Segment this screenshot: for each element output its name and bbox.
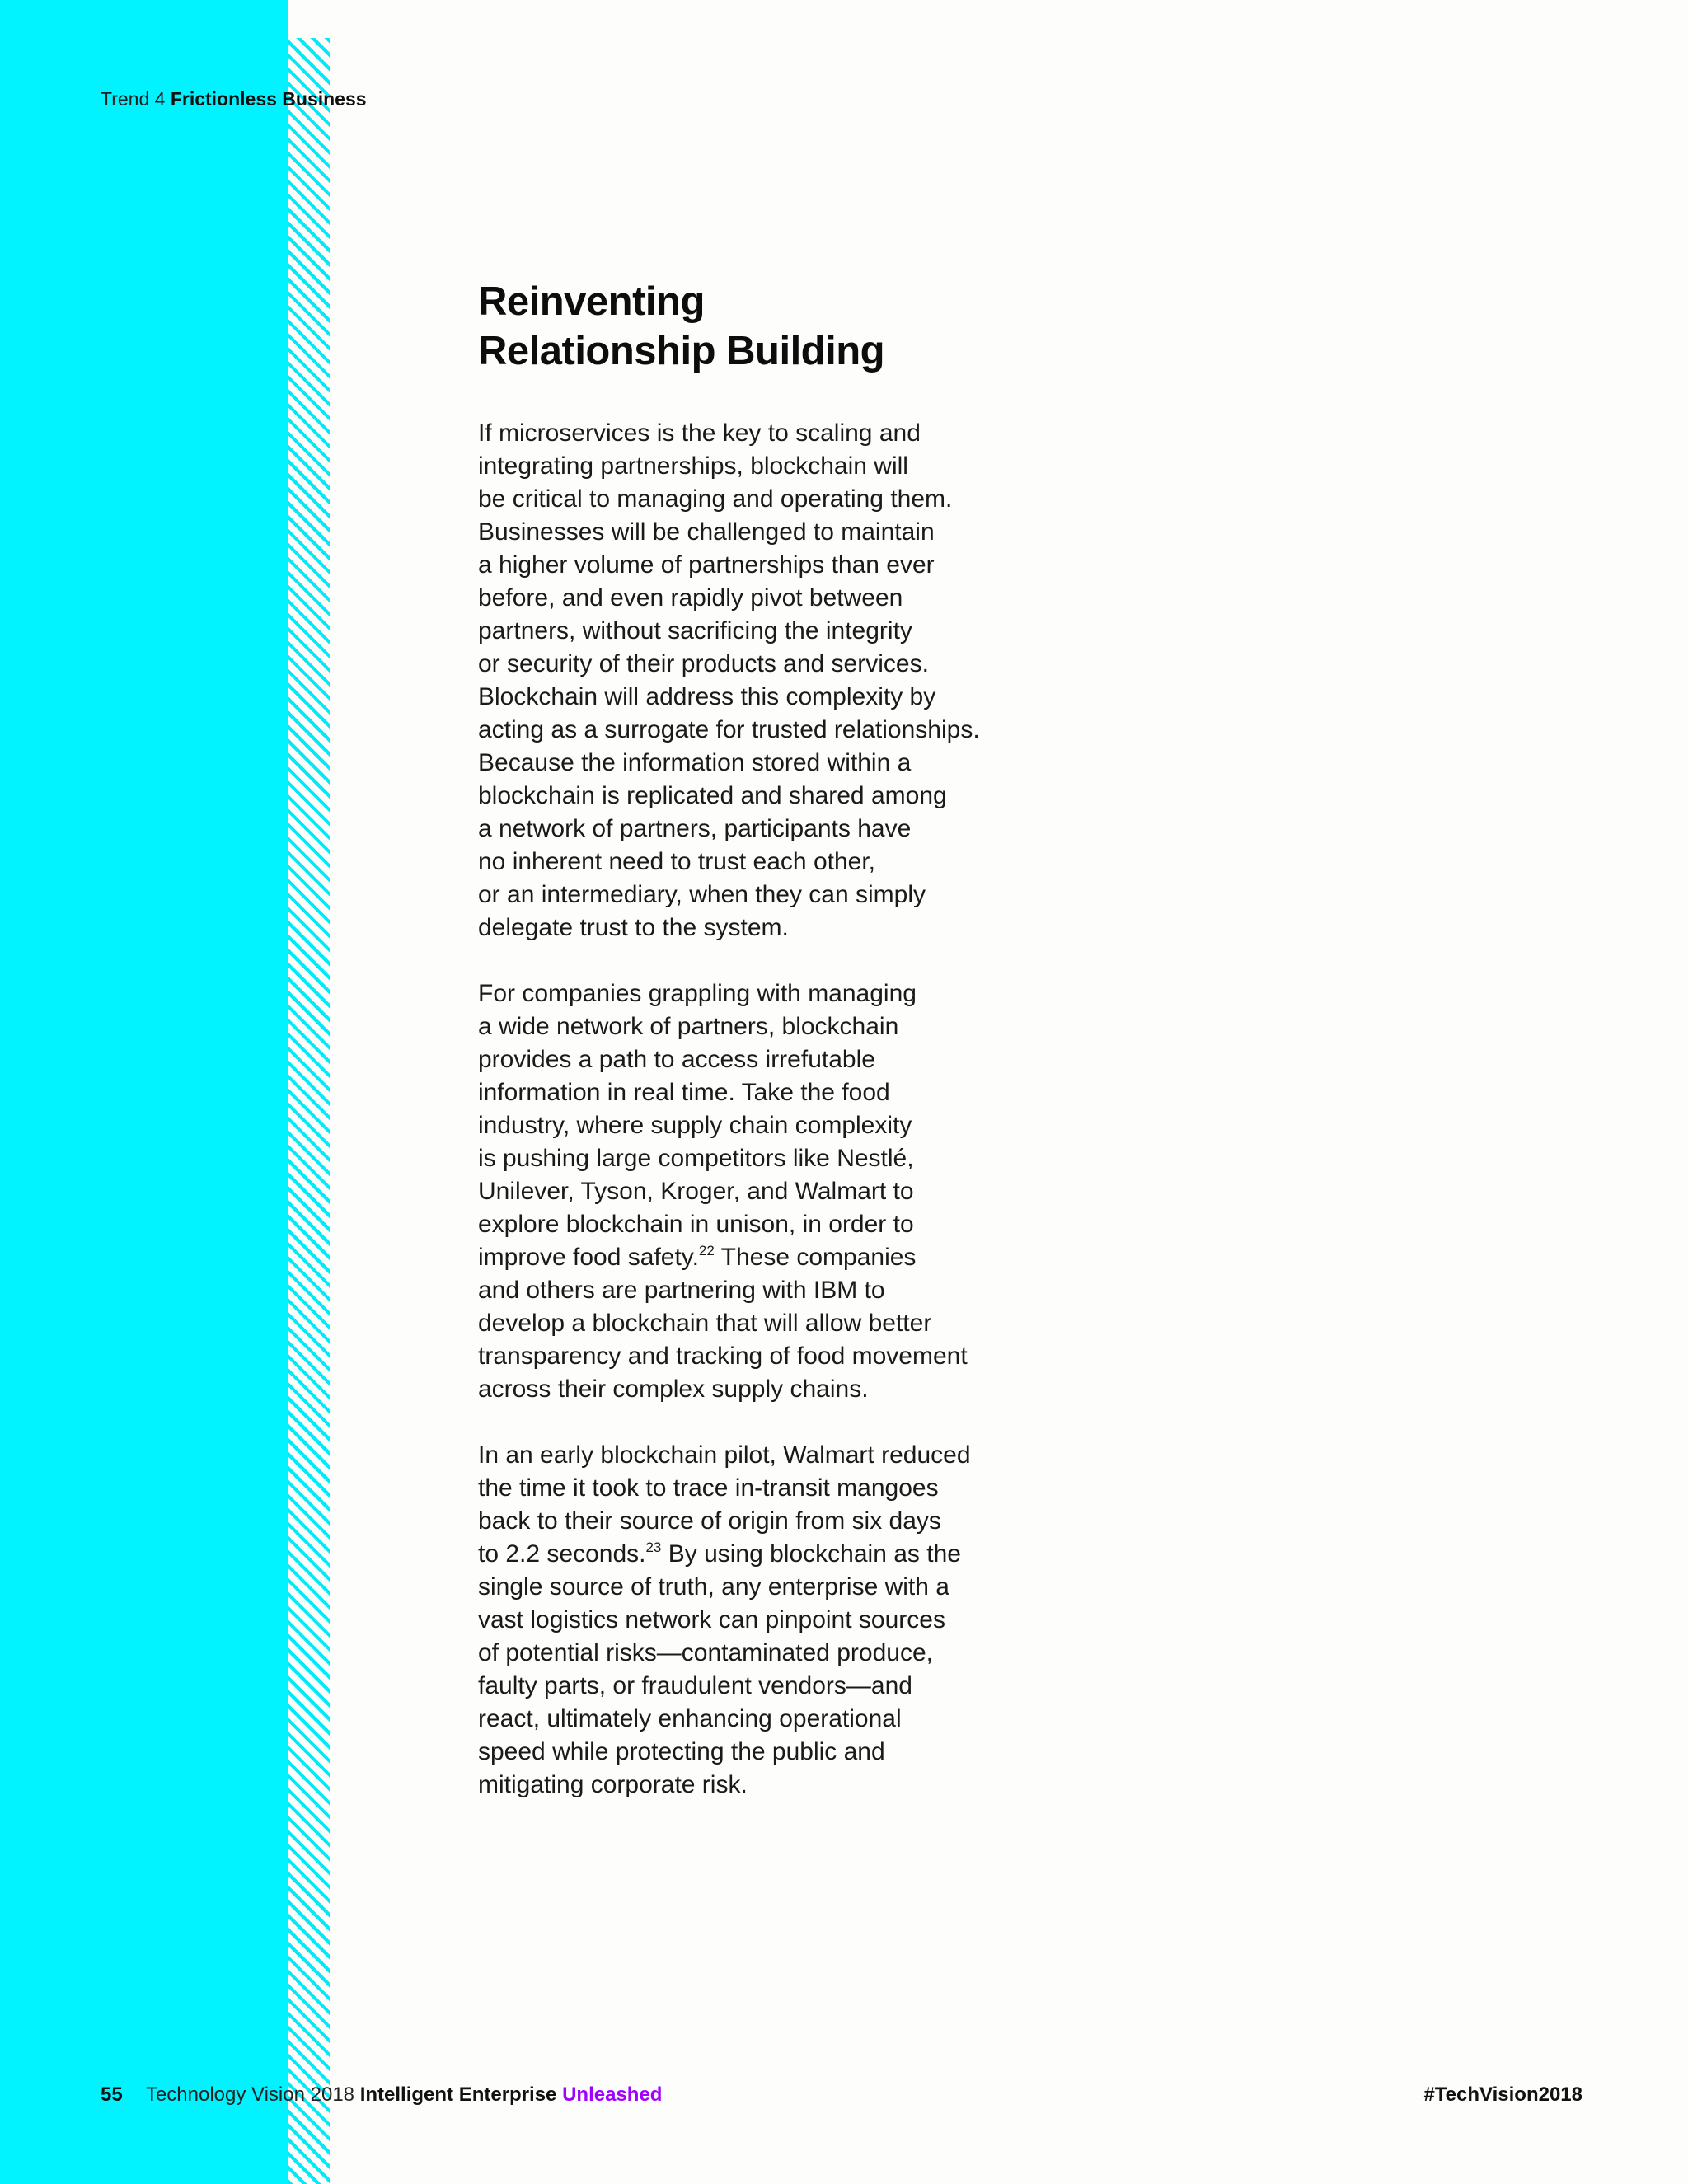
paragraph-line-with-footnote — [478, 1538, 1047, 1571]
paragraph-line: a network of partners, participants have — [478, 815, 912, 842]
paragraph-line: provides a path to access irrefutable — [478, 1046, 875, 1073]
paragraph-line: integrating partnerships, blockchain will — [478, 452, 908, 480]
page-number: 55 — [101, 2083, 123, 2106]
text-fragment: These companies — [714, 1244, 917, 1271]
paragraph-line: Unilever, Tyson, Kroger, and Walmart to — [478, 1178, 914, 1205]
paragraph-line: Because the information stored within a — [478, 749, 912, 776]
page-footer — [101, 2083, 662, 2107]
paragraph-line: develop a blockchain that will allow better — [478, 1310, 932, 1337]
hatched-divider-strip — [288, 38, 330, 2184]
text-fragment: improve food safety. — [478, 1244, 699, 1271]
paragraph-line: back to their source of origin from six days — [478, 1507, 941, 1535]
paragraph-1 — [478, 417, 1047, 944]
trend-label: Trend 4 — [101, 88, 166, 110]
article-title — [478, 277, 1047, 376]
paragraph-2 — [478, 977, 1047, 1406]
paragraph-line: or security of their products and services. — [478, 650, 929, 677]
paragraph-line: If microservices is the key to scaling and — [478, 419, 921, 447]
paragraph-line: faulty parts, or fraudulent vendors—and — [478, 1672, 912, 1699]
paragraph-line: transparency and tracking of food movement — [478, 1343, 968, 1370]
paragraph-line: and others are partnering with IBM to — [478, 1277, 885, 1304]
paragraph-line: speed while protecting the public and — [478, 1738, 885, 1765]
paragraph-line: mitigating corporate risk. — [478, 1771, 748, 1798]
paragraph-line: industry, where supply chain complexity — [478, 1112, 912, 1139]
paragraph-line: across their complex supply chains. — [478, 1376, 869, 1403]
article — [478, 277, 1047, 1835]
paragraph-line: In an early blockchain pilot, Walmart reduced — [478, 1441, 971, 1469]
paragraph-line: delegate trust to the system. — [478, 914, 789, 941]
article-title-line-1: Reinventing — [478, 279, 705, 324]
trend-name: Frictionless Business — [170, 88, 367, 110]
paragraph-line: the time it took to trace in-transit mangoes — [478, 1474, 939, 1502]
paragraph-line: Blockchain will address this complexity by — [478, 683, 936, 710]
hashtag: #TechVision2018 — [1423, 2083, 1582, 2106]
paragraph-line: partners, without sacrificing the integrity — [478, 617, 912, 644]
paragraph-line: be critical to managing and operating them. — [478, 485, 953, 513]
publication-name: Technology Vision 2018 — [145, 2083, 355, 2106]
footnote-reference: 22 — [698, 1243, 715, 1258]
paragraph-line: is pushing large competitors like Nestlé, — [478, 1145, 914, 1172]
paragraph-3 — [478, 1439, 1047, 1802]
publication-subtitle: Intelligent Enterprise — [359, 2083, 557, 2106]
paragraph-line: before, and even rapidly pivot between — [478, 584, 903, 612]
article-title-line-2: Relationship Building — [478, 329, 885, 373]
paragraph-line: Businesses will be challenged to maintain — [478, 518, 935, 546]
publication-subtitle-accent: Unleashed — [562, 2083, 663, 2106]
paragraph-line: a wide network of partners, blockchain — [478, 1013, 899, 1040]
paragraph-line: vast logistics network can pinpoint sources — [478, 1606, 945, 1633]
paragraph-line: single source of truth, any enterprise with a — [478, 1573, 950, 1601]
running-header — [101, 87, 367, 110]
paragraph-line: a higher volume of partnerships than ever — [478, 551, 935, 579]
paragraph-line: blockchain is replicated and shared among — [478, 782, 947, 809]
paragraph-line: react, ultimately enhancing operational — [478, 1705, 902, 1732]
text-fragment: By using blockchain as the — [661, 1540, 961, 1568]
paragraph-line: of potential risks—contaminated produce, — [478, 1639, 933, 1666]
text-fragment: to 2.2 seconds. — [478, 1540, 646, 1568]
footnote-reference: 23 — [645, 1540, 662, 1555]
paragraph-line: no inherent need to trust each other, — [478, 848, 876, 875]
paragraph-line: For companies grappling with managing — [478, 980, 917, 1007]
paragraph-line-with-footnote — [478, 1241, 1047, 1274]
paragraph-line: or an intermediary, when they can simply — [478, 881, 926, 908]
paragraph-line: explore blockchain in unison, in order to — [478, 1211, 914, 1238]
paragraph-line: information in real time. Take the food — [478, 1079, 890, 1106]
paragraph-line: acting as a surrogate for trusted relationships. — [478, 716, 980, 743]
cyan-side-band — [0, 0, 288, 2184]
